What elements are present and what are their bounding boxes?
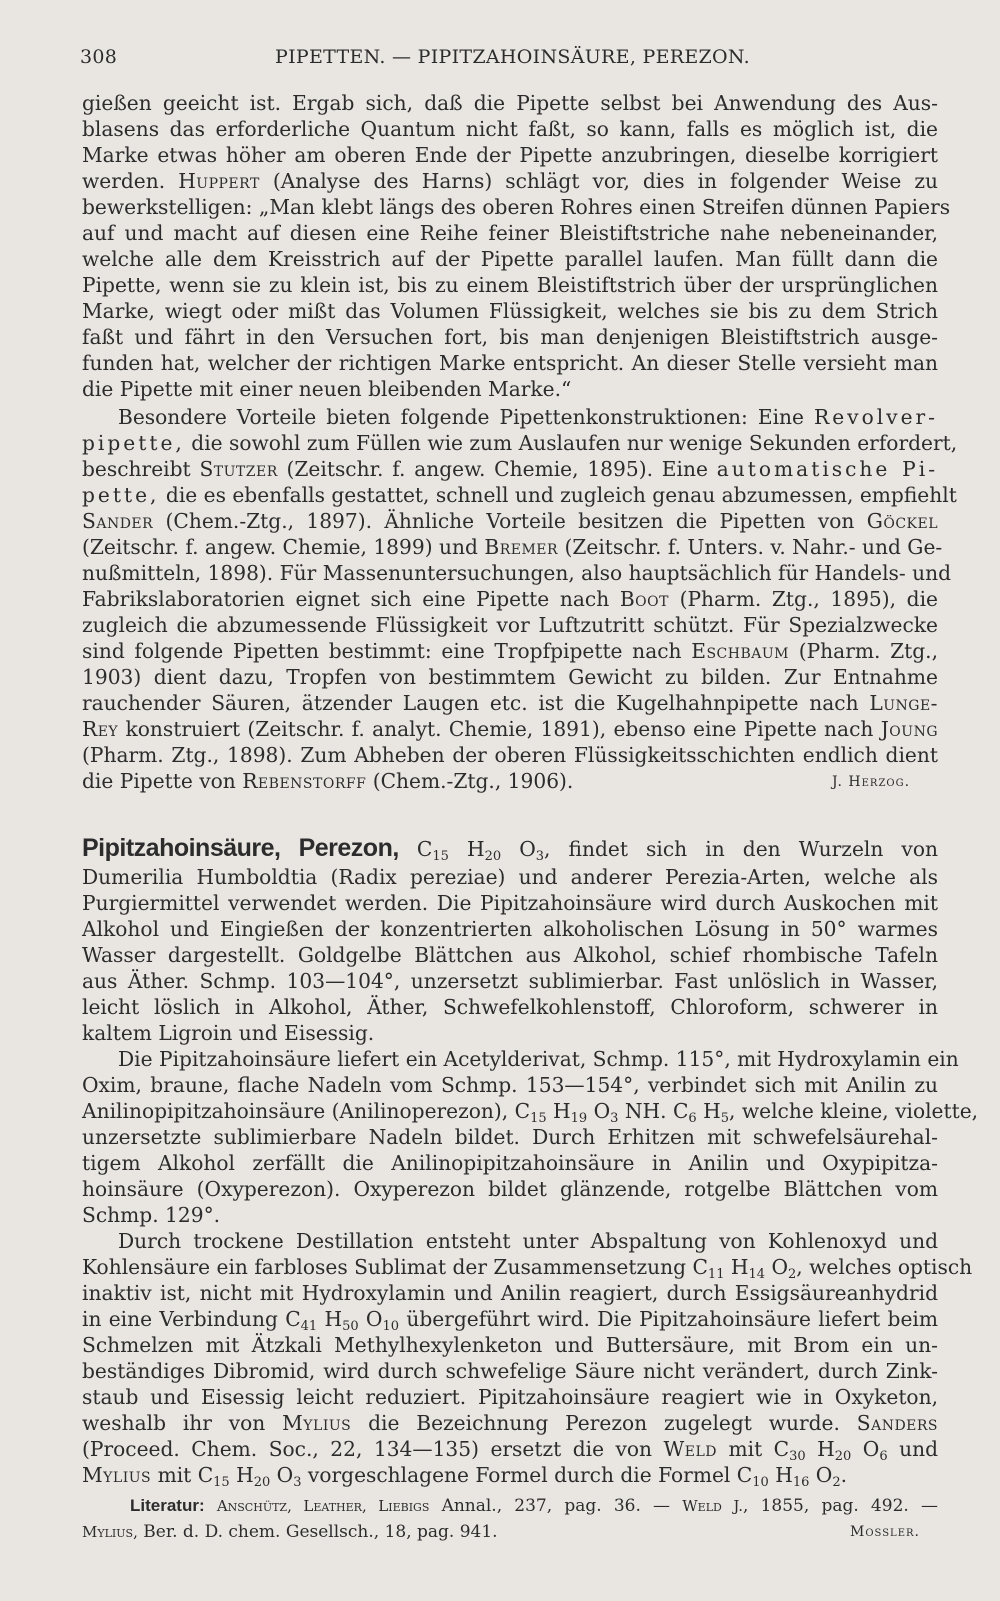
author-name: Stutzer [199,457,278,481]
text-line: funden hat, welcher der richtigen Marke entspricht. An dieser Stelle versieht man [82,351,938,375]
entry-heading-line: Pipitzahoinsäure, Perezon, $C_{15}$ $H_{20}$ $O_3$, findet sich in den Wurzeln von [82,834,938,864]
text-line: pipette, die sowohl zum Füllen wie zum Auslaufen nur wenige Sekunden erfordert, [82,431,958,455]
text-line: weshalb ihr von Mylius die Bezeichnung Perezon zugelegt wurde. Sanders [82,1411,939,1435]
text-line: (Pharm. Ztg., 1898). Zum Abheben der oberen Flüssigkeitsschichten endlich dient [82,743,938,767]
text-line: pette, die es ebenfalls gestattet, schnell und zugleich genau abzumessen, empfiehlt [82,483,957,507]
text-line: bewerkstelligen: „Man klebt längs des oberen Rohres einen Streifen dünnen Papiers [82,195,951,219]
author-signature: J. Herzog. [832,774,911,790]
text-line: sind folgende Pipetten bestimmt: eine Tropfpipette nach Eschbaum (Pharm. Ztg., [82,639,938,663]
text-line: Kohlensäure ein farbloses Sublimat der Zusammensetzung $C_{11}$ $H_{14}$ $O_2$, welches optisch [82,1255,973,1282]
text-line: kaltem Ligroin und Eisessig. [82,1021,375,1045]
author-name: Rebenstorff [242,769,367,793]
text-line: Dumerilia Humboldtia (Radix pereziae) und anderer Perezia-Arten, welche als [82,865,938,889]
author-name: Rey [82,717,119,741]
author-name: Bremer [484,535,559,559]
text-line: leicht löslich in Alkohol, Äther, Schwefelkohlenstoff, Chloroform, schwerer in [82,995,938,1019]
emphasis: automatische Pi- [716,457,939,481]
text-line: blasens das erforderliche Quantum nicht faßt, so kann, falls es möglich ist, die [82,117,938,141]
author-name: Göckel [866,509,939,533]
text-line: Alkohol und Eingießen der konzentrierten alkoholischen Lösung in 50° warmes [82,917,938,941]
emphasis: pipette, [82,431,185,455]
text-line: Marke, wiegt oder mißt das Volumen Flüssigkeit, welches sie bis zu dem Strich [82,299,938,323]
text-line: Purgiermittel verwendet werden. Die Pipitzahoinsäure wird durch Auskochen mit [82,891,938,915]
author-name: Joung [880,717,939,741]
text-line: Pipette, wenn sie zu klein ist, bis zu einem Bleistiftstrich über der ursprünglichen [82,273,938,297]
text-line: 1903) dient dazu, Tropfen von bestimmtem Gewicht zu bilden. Zur Entnahme [82,665,938,689]
text-line: rauchender Säuren, ätzender Laugen etc. ist die Kugelhahnpipette nach Lunge- [82,691,938,715]
text-line: Oxim, braune, flache Nadeln vom Schmp. 153—154°, verbindet sich mit Anilin zu [82,1073,938,1097]
text-line: staub und Eisessig leicht reduziert. Pipitzahoinsäure reagiert wie in Oxyketon, [82,1385,938,1409]
text-line: aus Äther. Schmp. 103—104°, unzersetzt sublimierbar. Fast unlöslich in Wasser, [82,969,938,993]
text-line: inaktiv ist, nicht mit Hydroxylamin und Anilin reagiert, durch Essigsäureanhydrid [82,1281,938,1305]
text-line: beschreibt Stutzer (Zeitschr. f. angew. Chemie, 1895). Eine automatische Pi- [82,457,939,481]
text-line: tigem Alkohol zerfällt die Anilinopipitzahoinsäure in Anilin und Oxypipitza- [82,1151,938,1175]
text-line: welche alle dem Kreisstrich auf der Pipette parallel laufen. Man füllt dann die [82,247,938,271]
text-line: Anilinopipitzahoinsäure (Anilinoperezon), $C_{15}$ $H_{19}$ $O_3$ NH. $C_6$ $H_5$, welche kleine, violette, [82,1099,979,1126]
running-title: PIPETTEN. — PIPITZAHOINSÄURE, PEREZON. [275,46,750,68]
text-line: Durch trockene Destillation entsteht unter Abspaltung von Kohlenoxyd und [118,1229,938,1253]
literature-label: Literatur: [130,1496,205,1515]
text-line: Rey konstruiert (Zeitschr. f. analyt. Chemie, 1891), ebenso eine Pipette nach Joung [82,717,939,741]
author-name: Mylius [82,1463,152,1487]
text-line: Die Pipitzahoinsäure liefert ein Acetylderivat, Schmp. 115°, mit Hydroxylamin ein [118,1047,959,1071]
text-line: Fabrikslaboratorien eignet sich eine Pipette nach Boot (Pharm. Ztg., 1895), die [82,587,938,611]
text-line: Besondere Vorteile bieten folgende Pipettenkonstruktionen: Eine Revolver- [118,405,939,429]
author-name: Boot [619,587,669,611]
author-name: Sanders [856,1411,939,1435]
text-line: (Zeitschr. f. angew. Chemie, 1899) und Bremer (Zeitschr. f. Unters. v. Nahr.- und Ge- [82,535,943,559]
author-name: Lunge- [869,691,938,715]
emphasis: Revolver- [814,405,939,429]
text-line: Schmelzen mit Ätzkali Methylhexylenketon und Buttersäure, mit Brom ein un- [82,1333,938,1357]
author-signature: Mossler. [850,1524,920,1540]
running-header [80,46,920,70]
text-line: zugleich die abzumessende Flüssigkeit vor Luftzutritt schützt. Für Spezialzwecke [82,613,938,637]
text-line: nußmitteln, 1898). Für Massenuntersuchungen, also hauptsächlich für Handels- und [82,561,952,585]
emphasis: pette, [82,483,160,507]
literature-line: Mylius, Ber. d. D. chem. Gesellsch., 18, pag. 941. [82,1522,498,1542]
text-line: gießen geeicht ist. Ergab sich, daß die Pipette selbst bei Anwendung des Aus- [82,91,938,115]
author-name: Mylius [282,1411,352,1435]
author-name: Weld [663,1437,718,1461]
text-line: Mylius mit $C_{15}$ $H_{20}$ $O_3$ vorgeschlagene Formel durch die Formel $C_{10}$ $H_{16}$ $O_2$. [82,1463,848,1490]
text-line: (Proceed. Chem. Soc., 22, 134—135) ersetzt die von Weld mit $C_{30}$ $H_{20}$ $O_6$ und [82,1437,939,1464]
text-line: hoinsäure (Oxyperezon). Oxyperezon bildet glänzende, rotgelbe Blättchen vom [82,1177,938,1201]
text-line: Marke etwas höher am oberen Ende der Pipette anzubringen, dieselbe korrigiert [82,143,938,167]
page-number: 308 [80,46,118,68]
text-line: auf und macht auf diesen eine Reihe feiner Bleistiftstriche nahe nebeneinander, [82,221,938,245]
text-line: Sander (Chem.-Ztg., 1897). Ähnliche Vorteile besitzen die Pipetten von Göckel [82,509,939,533]
text-line: beständiges Dibromid, wird durch schwefelige Säure nicht verändert, durch Zink- [82,1359,938,1383]
author-name: Eschbaum [691,639,790,663]
text-line: Schmp. 129°. [82,1203,221,1227]
literature-line: Literatur: Anschütz, Leather, Liebigs Annal., 237, pag. 36. — Weld J., 1855, pag. 492. — [130,1496,938,1516]
text-line: unzersetzte sublimierbare Nadeln bildet. Durch Erhitzen mit schwefelsäurehal- [82,1125,938,1149]
author-name: Sander [82,509,154,533]
text-line: in eine Verbindung $C_{41}$ $H_{50}$ $O_{10}$ übergeführt wird. Die Pipitzahoinsäure liefert beim [82,1307,938,1334]
text-line: werden. Huppert (Analyse des Harns) schlägt vor, dies in folgender Weise zu [82,169,938,193]
entry-heading: Pipitzahoinsäure, Perezon, [82,834,399,862]
author-name: Huppert [178,169,260,193]
text-line: faßt und fährt in den Versuchen fort, bis man denjenigen Bleistiftstrich ausge- [82,325,938,349]
text-line: die Pipette mit einer neuen bleibenden Marke.“ [82,377,572,401]
text-line: die Pipette von Rebenstorff (Chem.-Ztg., 1906). [82,769,574,793]
text-line: Wasser dargestellt. Goldgelbe Blättchen aus Alkohol, schief rhombische Tafeln [82,943,938,967]
